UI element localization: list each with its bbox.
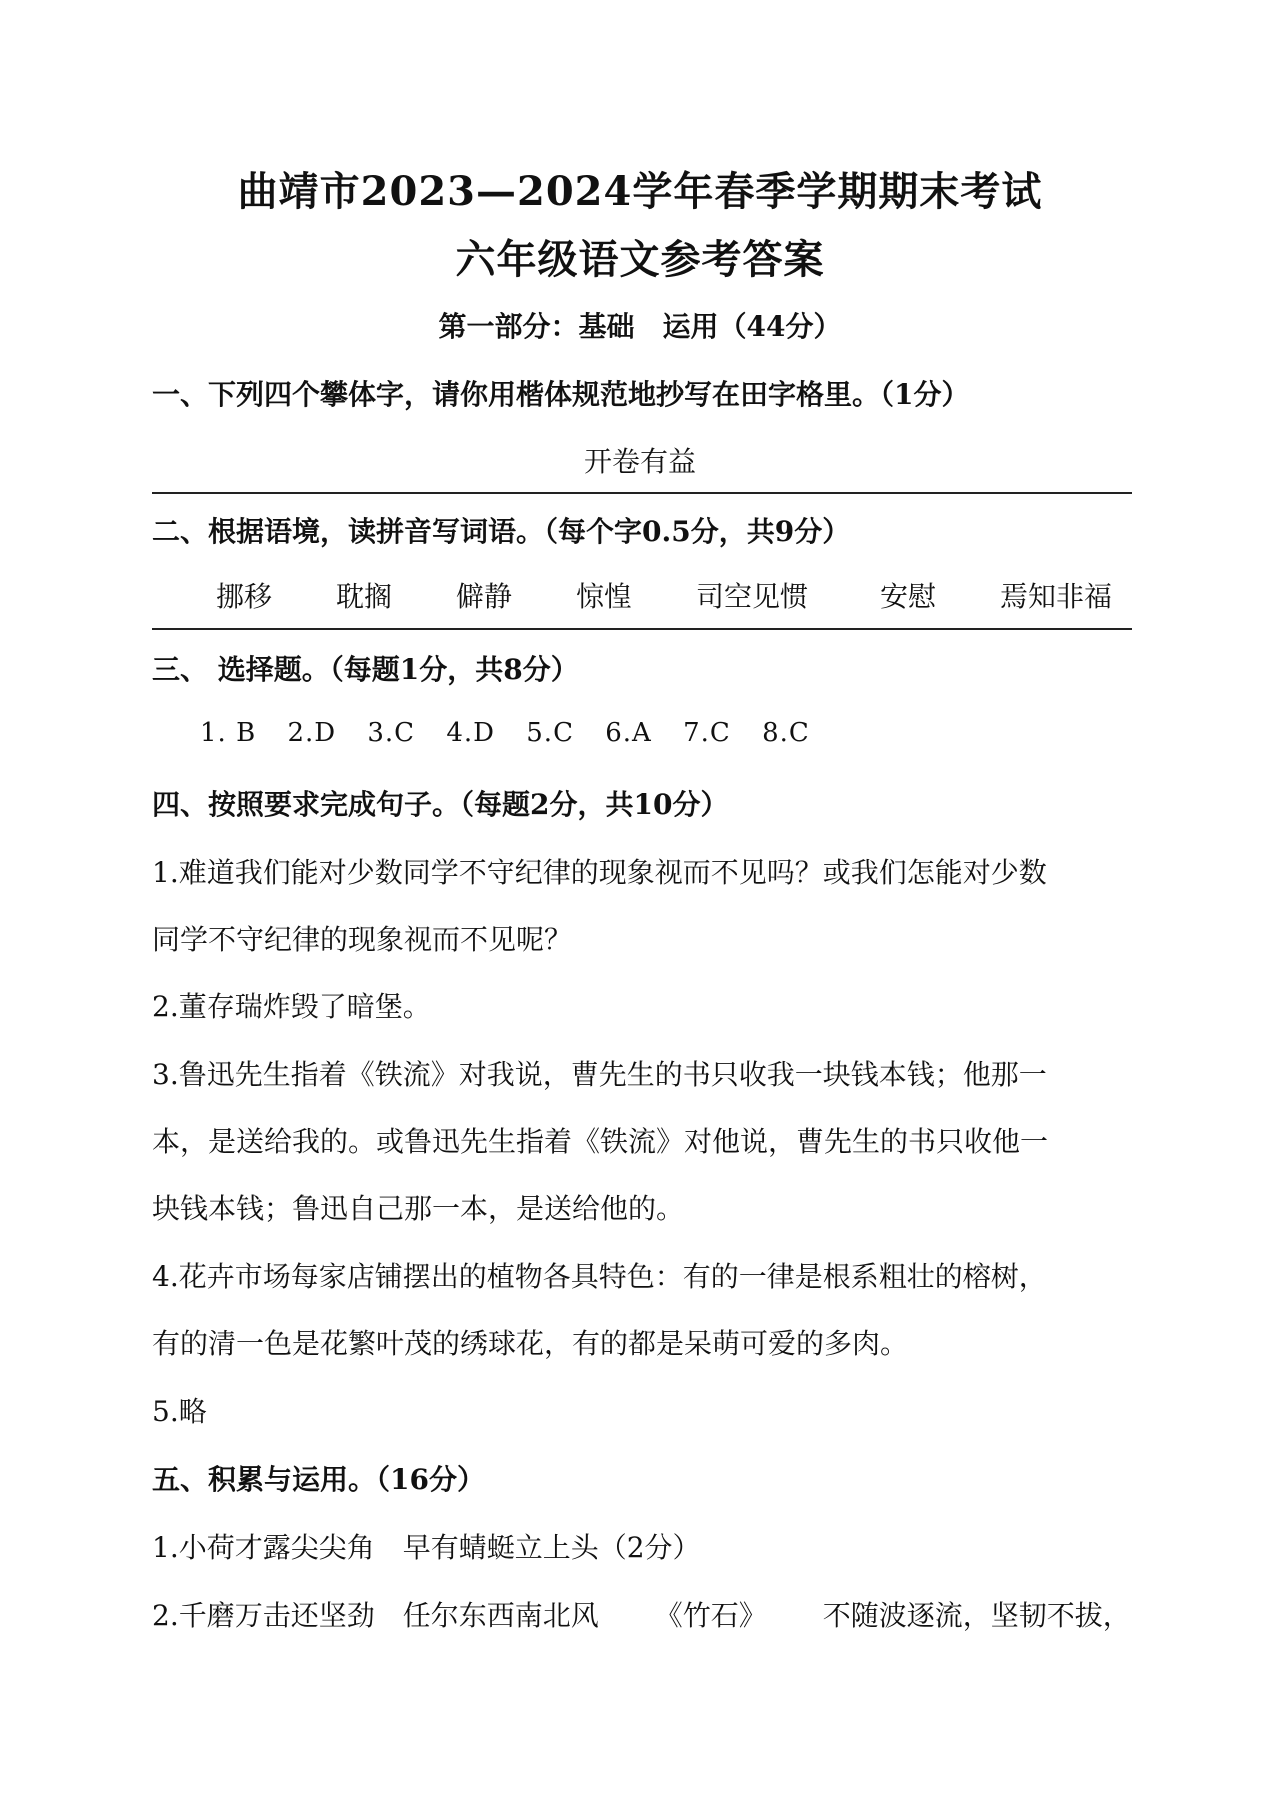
section2-heading: 二、根据语境，读拼音写词语。（每个字0.5分，共9分） [152,515,851,548]
answer-line [152,1594,1131,1634]
poem-meaning: 不随波逐流，坚韧不拔， [822,1599,1131,1632]
part-heading [0,305,1280,345]
answer-line [152,1526,701,1566]
poem-line: 2.千磨万击还坚劲 [152,1599,375,1632]
choice-answer: 6.A [605,718,652,748]
word-item: 耽搁 [336,580,393,613]
choice-answer: 1. B [200,718,257,748]
word-item: 焉知非福 [1000,580,1113,613]
choice-answer: 8.C [762,718,810,748]
answer-line: 4.花卉市场每家店铺摆出的植物各具特色：有的一律是根系粗壮的榕树， [152,1260,1047,1293]
choice-answer: 5.C [526,718,574,748]
answer-line: 2.董存瑞炸毁了暗堡。 [152,990,431,1023]
section3-answers [200,718,832,748]
word-item: 挪移 [216,580,273,613]
poem-line: 早有蜻蜓立上头（2分） [402,1531,701,1564]
poem-line: 任尔东西南北风 [402,1599,599,1632]
answer-line: 有的清一色是花繁叶茂的绣球花，有的都是呆萌可爱的多肉。 [152,1327,909,1360]
section1-answer: 开卷有益 [583,445,696,478]
choice-answer: 2.D [287,718,337,748]
choice-answer: 7.C [683,718,731,748]
word-item: 惊惶 [576,580,633,613]
answer-line: 1.难道我们能对少数同学不守纪律的现象视而不见吗？或我们怎能对少数 [152,856,1047,889]
choice-answer: 4.D [446,718,495,748]
word-item: 僻静 [456,580,513,613]
poem-title: 《竹石》 [654,1599,767,1632]
answer-line: 5.略 [152,1395,207,1428]
divider [152,628,1132,630]
answer-line: 块钱本钱；鲁迅自己那一本，是送给他的。 [152,1192,685,1225]
word-item: 司空见惯 [696,580,809,613]
answer-line: 3.鲁迅先生指着《铁流》对我说，曹先生的书只收我一块钱本钱；他那一 [152,1058,1047,1091]
part-name-2: 运用（44分） [662,310,842,343]
divider [152,492,1132,494]
word-item: 安慰 [880,580,937,613]
choice-answer: 3.C [367,718,416,748]
section5-heading: 五、积累与运用。（16分） [152,1463,485,1496]
section4-heading: 四、按照要求完成句子。（每题2分，共10分） [152,788,729,821]
page-title: 曲靖市2023—2024学年春季学期期末考试 [237,168,1043,215]
part-name: 第一部分：基础 [438,310,635,343]
poem-line: 1.小荷才露尖尖角 [152,1531,375,1564]
section1-heading: 一、下列四个攀体字，请你用楷体规范地抄写在田字格里。（1分） [152,378,970,411]
section3-heading: 三、 选择题。（每题1分，共8分） [152,653,579,686]
page-subtitle: 六年级语文参考答案 [455,236,825,283]
answer-line: 同学不守纪律的现象视而不见呢？ [152,923,573,956]
answer-line: 本，是送给我的。或鲁迅先生指着《铁流》对他说，曹先生的书只收他一 [152,1125,1049,1158]
